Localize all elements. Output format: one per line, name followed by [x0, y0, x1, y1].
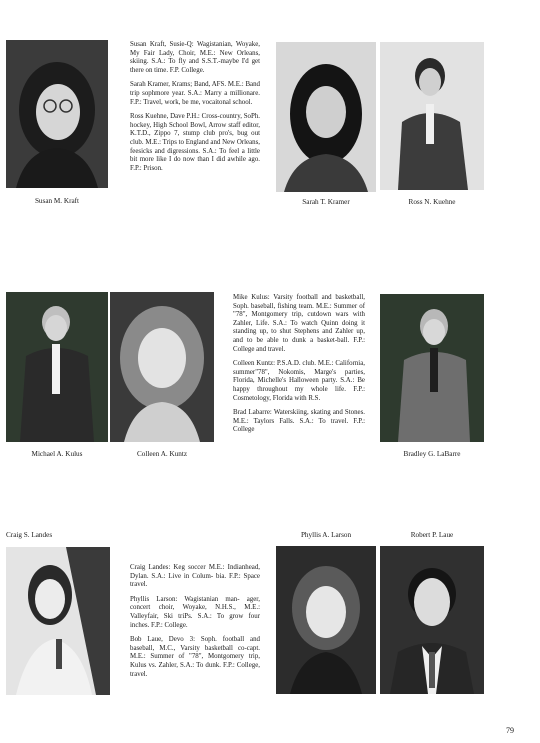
caption-phyllis-larson: Phyllis A. Larson — [300, 531, 352, 539]
bio-text: Sarah Kramer, Krams; Band, AFS. M.E.: Band trip sophmore year. S.A.: Marry a millionare. F.P.: Travel, work, be me, vocaitonal school. — [130, 81, 260, 106]
caption-sarah-kramer: Sarah T. Kramer — [302, 198, 350, 206]
caption-michael-kulus: Michael A. Kulus — [31, 450, 83, 458]
bio-text: Ross Kuehne, Dave P.H.: Cross-country, SoPh. hockey, High School Bowl, Arrow staff editor, K.T.D., Zippo 7, stump club pro's, bug out club. M.E.: Trips to England and New Orleans, feesicks and digressions. S.A.: To feel a little bit more like I do now than I did awhile ago. F.P.: Prison. — [130, 113, 260, 172]
bio-text: Phyllis Larson: Wagistanian man- ager, concert choir, Woyake, N.H.S., M.E.: Valleyfair, Ski triPs. S.A.: To grow four inches. F.P.: College. — [130, 595, 260, 629]
portrait-image — [276, 546, 376, 694]
portrait-image — [380, 546, 484, 694]
portrait-image — [380, 294, 484, 442]
caption-robert-laue: Robert P. Laue — [410, 531, 454, 539]
portrait-image — [276, 42, 376, 192]
caption-colleen-kuntz: Colleen A. Kuntz — [136, 450, 188, 458]
bio-text: Bob Laue, Devo 3: Soph. football and baseball, M.C., Varsity basketball co-capt. M.E.: Summer of "78", Montgomery trip, Kulus vs. Zahler, S.A.: To dunk. F.P.: College, travel. — [130, 636, 260, 678]
portrait-bradley-labarre — [380, 294, 484, 442]
portrait-robert-laue — [380, 546, 484, 694]
bio-block-2 — [233, 294, 365, 441]
caption-craig-landes: Craig S. Landes — [6, 531, 53, 539]
page-number: 79 — [506, 726, 514, 735]
bio-text: Mike Kulus: Varsity football and basketball, Soph. baseball, fishing team. M.E.: Summer of "78", Montgomery trip, cutdown wars with Zahler, Life. S.A.: To watch Quinn doing it standing up, to shut Stephens and Zahler up, and to be able to dunk a basket-ball. F.P.: College and travel. — [233, 294, 365, 353]
bio-text: Colleen Kuntz: P.S.A.D. club. M.E.: California, summer"78", Nokomis, Marge's parties, Florida, Michelle's Halloween party. S.A.: Be happy throughout my whole life. F.P.: Cosmetology, Florida with R.S. — [233, 360, 365, 402]
portrait-image — [380, 42, 484, 190]
portrait-image — [6, 40, 108, 188]
bio-text: Brad Labarre: Waterskiing, skating and Stones. M.E.: Taylors Falls. S.A.: To travel. F.P.: College — [233, 409, 365, 434]
portrait-michael-kulus — [6, 292, 108, 442]
portrait-ross-kuehne — [380, 42, 484, 190]
portrait-image — [6, 292, 108, 442]
portrait-craig-landes — [6, 547, 110, 695]
portrait-colleen-kuntz — [110, 292, 214, 442]
bio-text: Craig Landes: Keg soccer M.E.: Indianhead, Dylan. S.A.: Live in Colum- bia. F.P.: Space travel. — [130, 564, 260, 589]
caption-bradley-labarre: Bradley G. LaBarre — [403, 450, 461, 458]
bio-block-3 — [130, 564, 260, 685]
portrait-phyllis-larson — [276, 546, 376, 694]
portrait-image — [110, 292, 214, 442]
portrait-image — [6, 547, 110, 695]
bio-text: Susan Kraft, Susie-Q: Wagistanian, Woyake, My Fair Lady, Choir, M.E.: New Orleans, skiing. S.A.: To fly and S.S.T.-maybe I'd get there on time. F.P. College. — [130, 41, 260, 74]
portrait-sarah-kramer — [276, 42, 376, 192]
caption-susan-kraft: Susan M. Kraft — [34, 197, 80, 205]
portrait-susan-kraft — [6, 40, 108, 188]
bio-block-1 — [130, 41, 260, 179]
caption-ross-kuehne: Ross N. Kuehne — [408, 198, 456, 206]
